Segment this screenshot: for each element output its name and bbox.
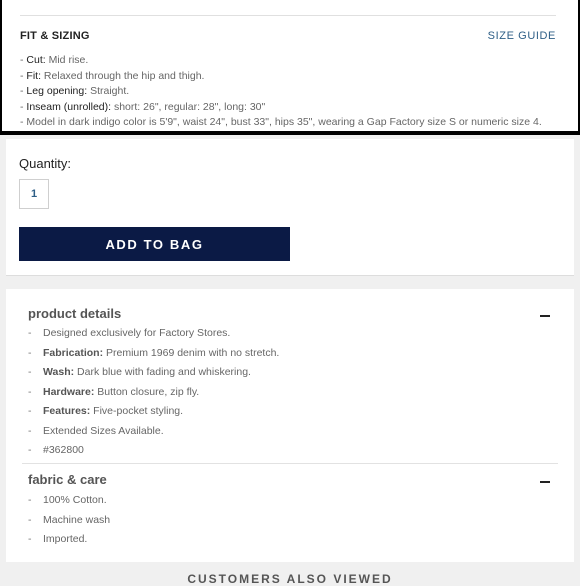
fabric-care-title: fabric & care: [28, 472, 107, 487]
details-panel: [6, 289, 574, 562]
list-item: - Features: Five-pocket styling.: [28, 405, 184, 417]
fabric-care-list: [28, 494, 110, 553]
size-guide-link[interactable]: SIZE GUIDE: [487, 30, 556, 42]
fit-sizing-title: FIT & SIZING: [20, 30, 90, 42]
fit-item: - Fit: Relaxed through the hip and thigh.: [20, 69, 205, 82]
list-item: - Machine wash: [28, 513, 111, 526]
list-item: - Wash: Dark blue with fading and whiskering.: [28, 366, 251, 378]
product-details-title: product details: [28, 306, 122, 321]
fit-list: [20, 53, 542, 131]
list-item: - #362800: [28, 444, 84, 456]
fit-item: - Model in dark indigo color is 5'9", waist 24", bust 33", hips 35", wearing a Gap Factory size S or numeric size 4.: [20, 116, 542, 129]
quantity-label: Quantity:: [19, 156, 72, 171]
fit-sizing-panel: [0, 0, 580, 135]
collapse-minus-icon[interactable]: [538, 475, 552, 489]
customers-also-viewed-heading: CUSTOMERS ALSO VIEWED: [187, 572, 393, 586]
product-details-header[interactable]: [28, 306, 552, 324]
quantity-input[interactable]: 1: [19, 179, 49, 209]
divider: [22, 463, 558, 464]
purchase-panel: [6, 139, 574, 276]
list-item: - Designed exclusively for Factory Stores.: [28, 327, 231, 339]
list-item: - 100% Cotton.: [28, 494, 107, 506]
fit-item: - Inseam (unrolled): short: 26", regular: 28", long: 30": [20, 100, 266, 113]
fit-item: - Leg opening: Straight.: [20, 85, 130, 98]
list-item: - Hardware: Button closure, zip fly.: [28, 385, 200, 398]
add-to-bag-button[interactable]: ADD TO BAG: [19, 227, 290, 261]
list-item: - Fabrication: Premium 1969 denim with no stretch.: [28, 346, 280, 359]
fit-item: - Cut: Mid rise.: [20, 54, 89, 66]
divider: [20, 15, 556, 16]
collapse-minus-icon[interactable]: [538, 309, 552, 323]
list-item: - Imported.: [28, 533, 88, 545]
product-details-list: [28, 327, 279, 464]
fabric-care-header[interactable]: [28, 472, 552, 490]
list-item: - Extended Sizes Available.: [28, 424, 164, 437]
